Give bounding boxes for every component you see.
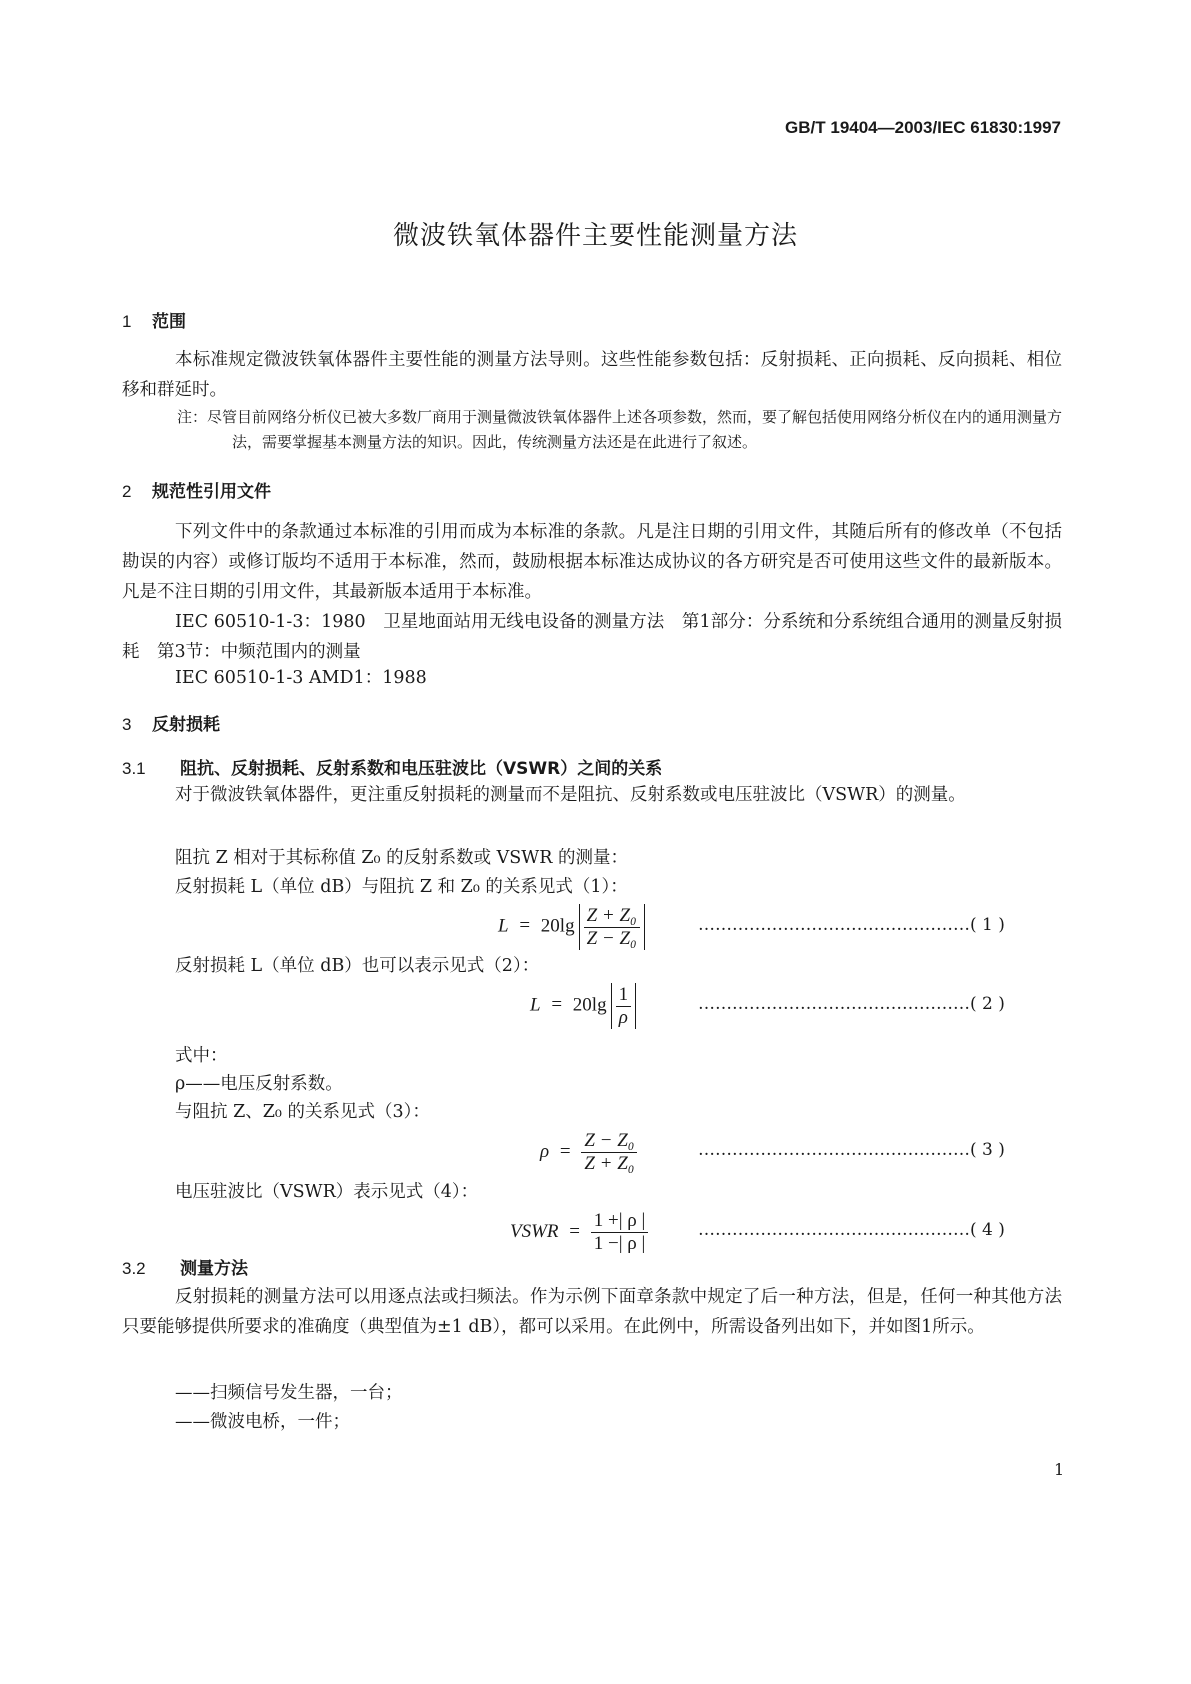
section-3-heading — [122, 710, 220, 735]
equation-4-label: …………………………………………( 4 ) — [698, 1220, 1005, 1240]
subsection-3-2-paragraph: 反射损耗的测量方法可以用逐点法或扫频法。作为示例下面章条款中规定了后一种方法，但是，任何一种其他方法只要能够提供所要求的准确度（典型值为±1 dB），都可以采用。在此例中，所需设备列出如下，并如图1所示。 — [122, 1287, 1062, 1337]
equation-3-label: …………………………………………( 3 ) — [698, 1140, 1005, 1160]
equation-3 — [540, 1130, 637, 1175]
eq-fraction — [616, 984, 632, 1029]
section-1-note: 注：尽管目前网络分析仪已被大多数厂商用于测量微波铁氧体器件上述各项参数，然而，要了解包括使用网络分析仪在内的通用测量方法，需要掌握基本测量方法的知识。因此，传统测量方法还是在此进行了叙述。 — [177, 408, 1063, 451]
subsection-title: 阻抗、反射损耗、反射系数和电压驻波比（VSWR）之间的关系 — [180, 759, 663, 779]
section-title: 规范性引用文件 — [152, 482, 271, 502]
eq-fraction — [591, 1210, 649, 1255]
eq-coefficient: 20lg — [572, 994, 607, 1016]
where-label: 式中： — [175, 1046, 228, 1066]
rho-definition: ρ——电压反射系数。 — [175, 1074, 343, 1094]
eq-sign: = — [519, 915, 531, 937]
eq-lhs: ρ — [540, 1140, 550, 1162]
equation-2 — [530, 983, 640, 1029]
reference-2: IEC 60510-1-3 AMD1：1988 — [175, 668, 427, 688]
eq-lhs: VSWR — [510, 1220, 559, 1242]
subsection-title: 测量方法 — [180, 1259, 248, 1279]
subsection-3-1-heading — [122, 754, 662, 779]
return-loss-sentence: 反射损耗 L（单位 dB）与阻抗 Z 和 Z₀ 的关系见式（1）： — [175, 877, 628, 897]
eq-numerator: 1 — [616, 984, 632, 1007]
section-title: 反射损耗 — [152, 715, 220, 735]
impedance-sentence: 阻抗 Z 相对于其标称值 Z₀ 的反射系数或 VSWR 的测量： — [175, 848, 628, 868]
equipment-item-2: ——微波电桥，一件； — [175, 1412, 350, 1432]
equation-2-label: …………………………………………( 2 ) — [698, 994, 1005, 1014]
section-number: 1 — [122, 312, 132, 331]
subsection-3-1-paragraph: 对于微波铁氧体器件，更注重反射损耗的测量而不是阻抗、反射系数或电压驻波比（VSWR）的测量。 — [175, 785, 966, 805]
eq-fraction — [581, 1130, 637, 1175]
subsection-number: 3.1 — [122, 759, 146, 778]
abs-bar-right — [644, 904, 645, 950]
eq-lhs: L — [498, 915, 509, 937]
abs-bar-left — [611, 983, 612, 1029]
section-2-paragraph: 下列文件中的条款通过本标准的引用而成为本标准的条款。凡是注日期的引用文件，其随后所有的修改单（不包括勘误的内容）或修订版均不适用于本标准，然而，鼓励根据本标准达成协议的各方研究是否可使用这些文件的最新版本。凡是不注日期的引用文件，其最新版本适用于本标准。 — [122, 522, 1062, 602]
return-loss-alt-sentence: 反射损耗 L（单位 dB）也可以表示见式（2）： — [175, 956, 540, 976]
subsection-3-2-heading — [122, 1254, 248, 1279]
eq-denominator: 1 −| ρ | — [593, 1233, 646, 1254]
eq-sign: = — [569, 1220, 581, 1242]
eq-denominator: Z − Z₀ — [586, 927, 637, 949]
section-2-heading — [122, 477, 271, 502]
abs-bar-left — [579, 904, 580, 950]
reference-1: IEC 60510-1-3：1980 卫星地面站用无线电设备的测量方法 第1部分：分系统和分系统组合通用的测量反射损耗 第3节：中频范围内的测量 — [122, 612, 1062, 662]
abs-bar-right — [635, 983, 636, 1029]
section-number: 2 — [122, 482, 132, 501]
eq-sign: = — [559, 1140, 571, 1162]
standard-number: GB/T 19404—2003/IEC 61830:1997 — [785, 118, 1061, 137]
eq-lhs: L — [530, 994, 541, 1016]
subsection-number: 3.2 — [122, 1259, 146, 1278]
eq-numerator: 1 +| ρ | — [591, 1210, 649, 1233]
eq-fraction — [584, 905, 640, 950]
eq-coefficient: 20lg — [540, 915, 575, 937]
eq-numerator: Z + Z₀ — [584, 905, 640, 928]
vswr-sentence: 电压驻波比（VSWR）表示见式（4）： — [175, 1182, 479, 1202]
document-title: 微波铁氧体器件主要性能测量方法 — [392, 221, 798, 251]
eq-denominator: ρ — [618, 1006, 628, 1028]
equation-1 — [498, 904, 649, 950]
section-number: 3 — [122, 715, 132, 734]
section-1-heading — [122, 307, 186, 332]
equipment-item-1: ——扫频信号发生器，一台； — [175, 1383, 403, 1403]
section-title: 范围 — [152, 312, 186, 332]
eq-sign: = — [551, 994, 563, 1016]
equation-4 — [510, 1210, 648, 1255]
page-number: 1 — [1054, 1460, 1065, 1479]
equation-1-label: …………………………………………( 1 ) — [698, 915, 1005, 935]
section-1-paragraph: 本标准规定微波铁氧体器件主要性能的测量方法导则。这些性能参数包括：反射损耗、正向损耗、反向损耗、相位移和群延时。 — [122, 350, 1062, 400]
eq-denominator: Z + Z₀ — [584, 1153, 635, 1174]
rho-relation-sentence: 与阻抗 Z、Z₀ 的关系见式（3）： — [175, 1102, 430, 1122]
eq-numerator: Z − Z₀ — [581, 1130, 637, 1153]
